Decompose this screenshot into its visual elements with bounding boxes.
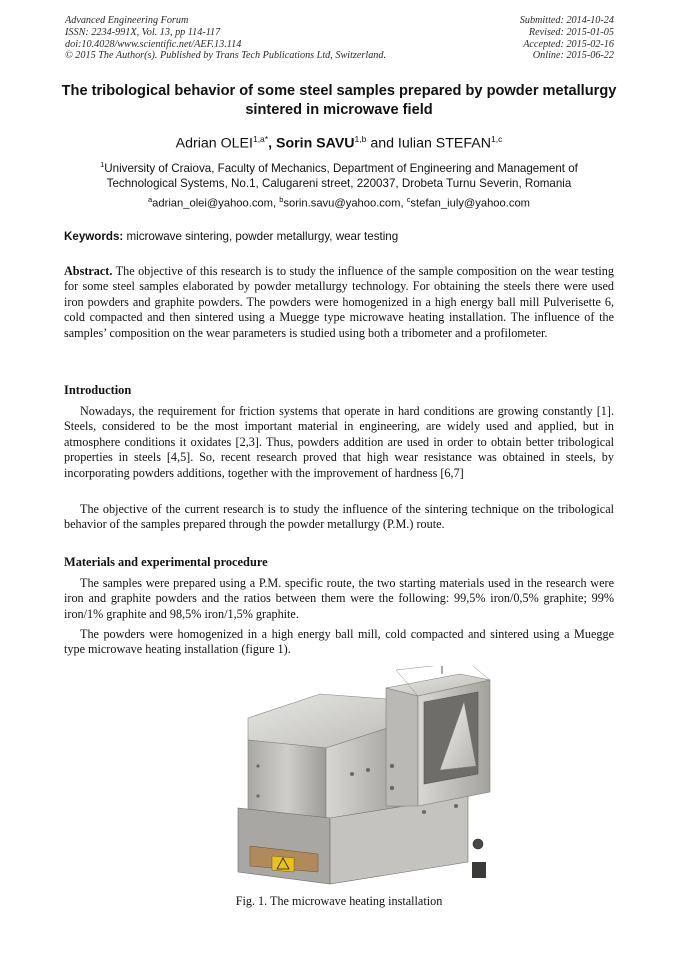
paper-title: The tribological behavior of some steel samples prepared by powder metallurgy sintered in microwave field — [61, 83, 617, 118]
author-separator-2: and Iulian STEFAN — [366, 135, 491, 152]
abstract-label: Abstract. — [64, 264, 113, 278]
introduction-heading: Introduction — [64, 383, 132, 397]
author-1-name: Adrian OLEI — [175, 135, 253, 152]
materials-heading: Materials and experimental procedure — [64, 555, 268, 569]
accepted-date: Accepted: 2015-02-16 — [523, 38, 614, 50]
author-emails — [64, 193, 614, 211]
email-a-sup: a — [147, 195, 153, 204]
doi-line: doi:10.4028/www.scientific.net/AEF.13.114 — [65, 38, 242, 50]
keywords-label: Keywords: — [64, 230, 124, 243]
author-list — [40, 130, 638, 153]
microwave-installation-image — [228, 666, 498, 890]
keywords — [64, 230, 614, 244]
journal-header-right — [520, 15, 614, 62]
email-b-sup: b — [279, 195, 284, 204]
email-a[interactable]: adrian_olei@yahoo.com, — [152, 197, 280, 210]
cable-stub — [472, 862, 486, 878]
abstract — [64, 264, 614, 341]
email-c[interactable]: stefan_iuly@yahoo.com — [410, 197, 530, 210]
email-b[interactable]: sorin.savu@yahoo.com, — [283, 197, 407, 210]
email-c-sup: c — [406, 195, 411, 204]
figure-1-photo — [228, 666, 498, 890]
revised-date: Revised: 2015-01-05 — [528, 26, 614, 38]
affiliation — [64, 157, 614, 192]
submitted-date: Submitted: 2014-10-24 — [519, 15, 614, 26]
introduction-paragraph-2: The objective of the current research is to study the influence of the sintering technique on the tribological behavior of the samples prepared through the powder metallurgy (P.M.) route. — [64, 502, 614, 532]
affiliation-text: University of Craiova, Faculty of Mechanics, Department of Engineering and Management of Technological Systems, No.1, Calugareni street, 220037, Drobeta Turnu Severin, Romania — [104, 161, 578, 191]
materials-paragraph-1: The samples were prepared using a P.M. specific route, the two starting materials used in the research were iron and graphite powders and the ratios between them were the following: 99,5% iron/0,5% graphite; 99% iron/1% graphite and 98,5% iron/1,5% graphite. — [64, 576, 614, 621]
affiliation-sup: 1 — [100, 160, 105, 169]
journal-header-left — [65, 15, 386, 62]
introduction-paragraph-1: Nowadays, the requirement for friction systems that operate in hard conditions are growing constantly [1]. Steels, considered to be the most important material in engineering, are widely used and applied, but in atmosphere conditions it oxidates [2,3]. Thus, powders addition are used in order to obtain better tribological properties in steels [4,5]. So, recent research proved that high wear resistance was obtained in steels, by incorporating powders additions, together with the improvement of hardness [6,7] — [64, 404, 614, 480]
figure-1-caption: Fig. 1. The microwave heating installation — [235, 894, 443, 908]
materials-paragraph-2: The powders were homogenized in a high energy ball mill, cold compacted and sintered using a Muegge type microwave heating installation (figure 1). — [64, 627, 614, 657]
author-1-sup: 1,a* — [252, 134, 269, 144]
issn-line: ISSN: 2234-991X, Vol. 13, pp 114-117 — [65, 26, 221, 38]
connector-port — [473, 839, 483, 849]
online-date: Online: 2015-06-22 — [532, 50, 614, 62]
author-2-sup: 1,b — [354, 134, 367, 144]
copyright-line: © 2015 The Author(s). Published by Trans Tech Publications Ltd, Switzerland. — [65, 50, 387, 62]
journal-name: Advanced Engineering Forum — [65, 15, 189, 26]
author-3-sup: 1,c — [490, 134, 503, 144]
keywords-text: microwave sintering, powder metallurgy, wear testing — [123, 230, 399, 243]
author-separator-1: , Sorin SAVU — [268, 135, 355, 152]
abstract-text: The objective of this research is to study the influence of the sample composition on the wear testing for some steel samples elaborated by powder metallurgy technology. For obtaining the steels there were used iron powders and graphite powders. The powders were homogenized in a high energy ball mill Pulverisette 6, cold compacted and then sintered using a Muegge type microwave heating installation. The influence of the samples’ composition on the wear parameters is studied using both a tribometer and a profilometer. — [64, 264, 614, 340]
